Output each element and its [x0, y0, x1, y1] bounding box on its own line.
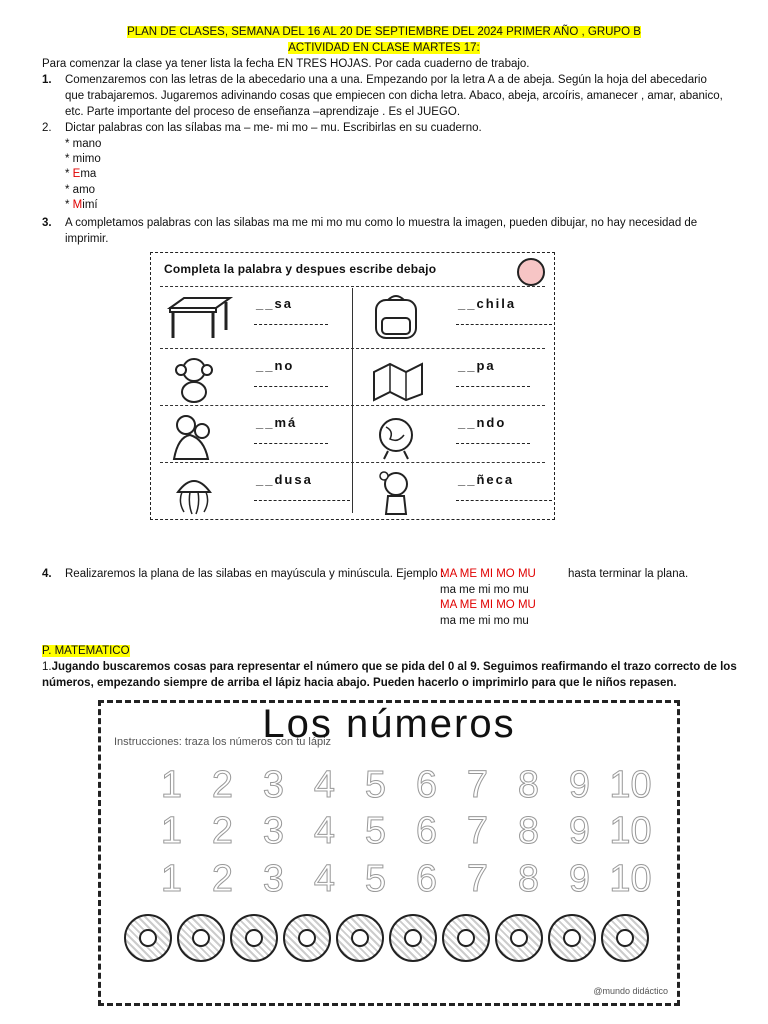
cell-word: __chila — [458, 296, 517, 311]
digit: 2 — [211, 764, 234, 806]
cell-medusa — [158, 464, 348, 524]
digit: 8 — [517, 810, 540, 852]
digit: 3 — [262, 858, 285, 900]
digit: 1 — [160, 764, 183, 806]
cell-mapa — [360, 350, 550, 410]
digit: 1 — [160, 858, 183, 900]
step-2-line-1: Dictar palabras con las sílabas ma – me- mi mo – mu. Escribirlas en su cuaderno. — [65, 122, 482, 134]
donut-icon — [230, 914, 278, 962]
write-line — [254, 324, 328, 325]
step-1-number: 1. — [42, 74, 52, 86]
bullet: * — [65, 168, 73, 180]
activity-title: ACTIVIDAD EN CLASE MARTES 17: — [288, 42, 480, 54]
syllables-upper-1: MA ME MI MO MU — [440, 568, 536, 580]
donut-icon — [601, 914, 649, 962]
header-line-1 — [0, 26, 768, 38]
globe-icon — [366, 413, 436, 461]
digit: 6 — [415, 858, 438, 900]
digit: 6 — [415, 810, 438, 852]
cell-mama — [158, 407, 348, 467]
cell-word: __pa — [458, 358, 496, 373]
digit: 10 — [609, 810, 652, 852]
digit: 2 — [211, 810, 234, 852]
step-4-line-1: Realizaremos la plana de las silabas en mayúscula y minúscula. Ejemplo : — [65, 568, 445, 580]
step-1-line-1: Comenzaremos con las letras de la abecedario una a una. Empezando por la letra A a de abeja. Según la hoja del abecedario — [65, 74, 707, 86]
syllables-lower-2: ma me mi mo mu — [440, 615, 529, 627]
write-line — [254, 500, 350, 501]
word-mimi — [65, 199, 98, 211]
digit: 5 — [364, 810, 387, 852]
digit: 4 — [313, 810, 336, 852]
backpack-icon — [366, 294, 436, 342]
digit: 9 — [568, 810, 591, 852]
step-4-number: 4. — [42, 568, 52, 580]
header-line-2 — [0, 42, 768, 54]
cell-word: __ndo — [458, 415, 507, 430]
donut-icon — [336, 914, 384, 962]
digit: 8 — [517, 858, 540, 900]
worksheet-divider — [352, 288, 353, 513]
word-rest: imí — [82, 199, 98, 211]
donut-icon — [177, 914, 225, 962]
digit: 9 — [568, 764, 591, 806]
step-1-line-2: que trabajaremos. Jugaremos adivinando cosas que empiecen con dicha letra. Abaco, abeja, arcoíris, amanecer , amar, abanico, — [65, 90, 723, 102]
digit: 5 — [364, 858, 387, 900]
cell-mesa — [158, 288, 348, 348]
digit: 8 — [517, 764, 540, 806]
digit: 2 — [211, 858, 234, 900]
math-number: 1. — [42, 661, 52, 673]
red-letter: M — [72, 199, 83, 211]
worksheet-credit: @mundo didáctico — [593, 986, 668, 996]
digit-row — [146, 858, 656, 901]
numbers-worksheet — [98, 700, 680, 1006]
monkey-icon — [164, 356, 234, 404]
cell-mono — [158, 350, 348, 410]
worksheet-heading: Completa la palabra y despues escribe debajo — [164, 262, 437, 276]
digit: 1 — [160, 810, 183, 852]
plan-title: PLAN DE CLASES, SEMANA DEL 16 AL 20 DE SEPTIEMBRE DEL 2024 PRIMER AÑO , GRUPO B — [127, 26, 641, 38]
cell-word: __má — [256, 415, 298, 430]
write-line — [456, 324, 552, 325]
donut-icon — [442, 914, 490, 962]
step-3-line-2: imprimir. — [65, 233, 109, 245]
cell-word: __sa — [256, 296, 293, 311]
cell-word: __dusa — [256, 472, 313, 487]
write-line — [254, 443, 328, 444]
mother-child-icon — [164, 413, 234, 461]
step-2-number: 2. — [42, 122, 52, 134]
worksheet-title: Los números — [262, 702, 516, 746]
math-line-2: números, empezando siempre de arriba el lápiz hacia abajo. Pueden hacerlo o imprimirlo para que le niños repasen. — [42, 677, 677, 689]
jellyfish-icon — [164, 470, 234, 518]
donut-icon — [389, 914, 437, 962]
step-4-after: hasta terminar la plana. — [568, 568, 689, 580]
digit: 7 — [466, 764, 489, 806]
map-icon — [366, 356, 436, 404]
cell-mundo — [360, 407, 550, 467]
donut-icon — [495, 914, 543, 962]
cell-mochila — [360, 288, 550, 348]
cell-muneca — [360, 464, 550, 524]
word-mano: * mano — [65, 138, 102, 150]
write-line — [456, 500, 552, 501]
math-heading — [42, 645, 130, 657]
digit: 3 — [262, 810, 285, 852]
donut-row — [124, 914, 649, 962]
digit: 7 — [466, 858, 489, 900]
worksheet-divider — [160, 286, 545, 287]
digit: 9 — [568, 858, 591, 900]
write-line — [254, 386, 328, 387]
worksheet-divider — [160, 348, 545, 349]
syllable-worksheet — [150, 252, 555, 520]
donut-icon — [124, 914, 172, 962]
word-amo: * amo — [65, 184, 96, 196]
math-line-1 — [42, 661, 737, 673]
step-3-number: 3. — [42, 217, 52, 229]
cell-word: __no — [256, 358, 295, 373]
digit-row — [146, 810, 656, 853]
bullet: * — [65, 199, 73, 211]
step-3-line-1: A completamos palabras con las silabas ma me mi mo mu como lo muestra la imagen, pueden dibujar, no hay necesidad de — [65, 217, 698, 229]
word-rest: ma — [80, 168, 97, 180]
digit: 5 — [364, 764, 387, 806]
step-1-line-3: etc. Parte importante del proceso de enseñanza –aprendizaje . Es el JUEGO. — [65, 106, 461, 118]
digit: 7 — [466, 810, 489, 852]
digit: 10 — [609, 764, 652, 806]
worksheet-instructions: Instrucciones: traza los números con tu lápiz — [114, 736, 332, 748]
table-icon — [164, 294, 234, 342]
digit-row — [146, 764, 656, 807]
digit: 4 — [313, 858, 336, 900]
donut-icon — [283, 914, 331, 962]
write-line — [456, 386, 530, 387]
syllables-upper-2: MA ME MI MO MU — [440, 599, 536, 611]
digit: 3 — [262, 764, 285, 806]
cell-word: __ñeca — [458, 472, 515, 487]
word-mimo: * mimo — [65, 153, 101, 165]
doll-icon — [366, 470, 436, 518]
intro-text: Para comenzar la clase ya tener lista la fecha EN TRES HOJAS. Por cada cuaderno de trabajo. — [42, 58, 530, 70]
girl-face-icon — [517, 258, 545, 286]
syllables-lower-1: ma me mi mo mu — [440, 584, 529, 596]
digit: 10 — [609, 858, 652, 900]
red-letter: E — [72, 168, 81, 180]
donut-icon — [548, 914, 596, 962]
math-text: Jugando buscaremos cosas para representar el número que se pida del 0 al 9. Seguimos reafirmando el trazo correcto de los — [51, 661, 737, 673]
word-ema — [65, 168, 96, 180]
write-line — [456, 443, 530, 444]
math-heading-text: P. MATEMATICO — [42, 645, 130, 657]
digit: 4 — [313, 764, 336, 806]
digit: 6 — [415, 764, 438, 806]
